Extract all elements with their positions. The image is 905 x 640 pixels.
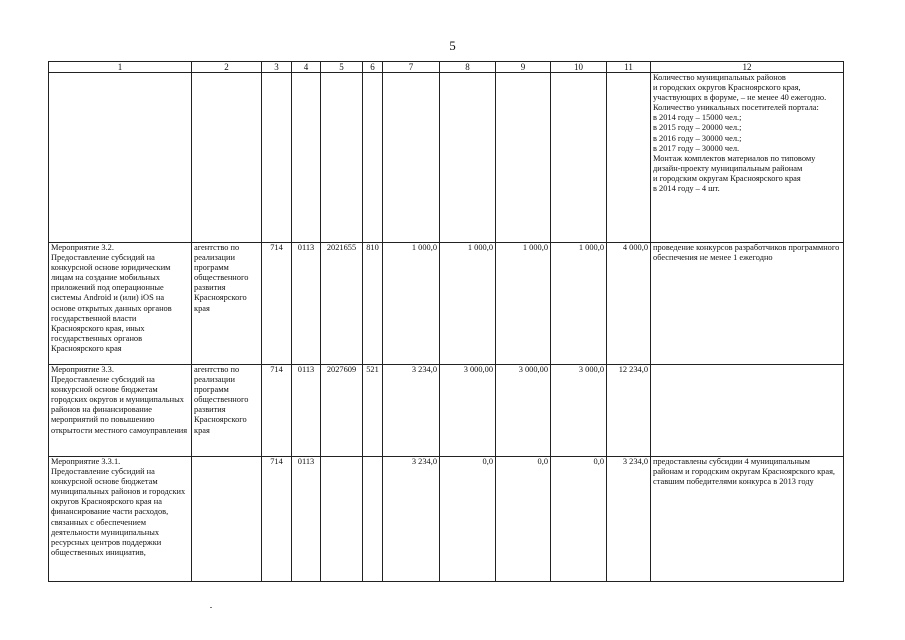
target-code-cell: [321, 73, 363, 243]
amount-cell: 1 000,0: [383, 243, 440, 365]
executor-cell: агентство по реализации программ общественного развития Красноярского края: [192, 243, 262, 365]
total-cell: 12 234,0: [607, 365, 651, 457]
column-number: 12: [651, 62, 844, 73]
column-number: 10: [551, 62, 607, 73]
result-cell: Количество муниципальных районов и городских округов Красноярского края, участвующих в форуме, – не менее 40 ежегодно. Количество уникальных посетителей портала: в 2014 году – 15000 чел.; в 2015 году – 20000 чел.; в 2016 году – 30000 чел.; в 2017 году – 30000 чел. Монтаж комплектов материалов по типовому дизайн-проекту муниципальным районам и городским округам Красноярского края в 2014 году – 4 шт.: [651, 73, 844, 243]
column-number: 3: [262, 62, 292, 73]
total-cell: [607, 73, 651, 243]
executor-cell: [192, 457, 262, 582]
amount-cell: 0,0: [440, 457, 496, 582]
section-code-cell: 0113: [292, 243, 321, 365]
expense-type-cell: 810: [363, 243, 383, 365]
column-number: 8: [440, 62, 496, 73]
expense-type-cell: [363, 457, 383, 582]
column-number-row: [49, 62, 844, 73]
target-code-cell: 2027609: [321, 365, 363, 457]
executor-cell: [192, 73, 262, 243]
expense-type-cell: 521: [363, 365, 383, 457]
column-number: 7: [383, 62, 440, 73]
scan-speck: [210, 607, 212, 608]
result-cell: [651, 365, 844, 457]
amount-cell: 3 234,0: [383, 365, 440, 457]
amount-cell: 3 000,0: [551, 365, 607, 457]
page-number: 5: [449, 38, 456, 53]
result-cell: проведение конкурсов разработчиков программного обеспечения не менее 1 ежегодно: [651, 243, 844, 365]
total-cell: 4 000,0: [607, 243, 651, 365]
total-cell: 3 234,0: [607, 457, 651, 582]
amount-cell: 3 234,0: [383, 457, 440, 582]
amount-cell: [551, 73, 607, 243]
table-row: [49, 457, 844, 582]
gbs-code-cell: 714: [262, 243, 292, 365]
amount-cell: 1 000,0: [440, 243, 496, 365]
activity-cell: [49, 73, 192, 243]
section-code-cell: 0113: [292, 365, 321, 457]
expense-type-cell: [363, 73, 383, 243]
activity-cell: Мероприятие 3.2. Предоставление субсидий на конкурсной основе юридическим лицам на создание мобильных приложений под операционные системы Android и (или) iOS на основе открытых данных органов государственной власти Красноярского края, иных государственных органов Красноярского края: [49, 243, 192, 365]
table-row: [49, 243, 844, 365]
gbs-code-cell: 714: [262, 365, 292, 457]
section-code-cell: 0113: [292, 457, 321, 582]
amount-cell: [383, 73, 440, 243]
amount-cell: [496, 73, 551, 243]
result-cell: предоставлены субсидии 4 муниципальным районам и городским округам Красноярского края, ставшим победителями конкурса в 2013 году: [651, 457, 844, 582]
activity-cell: Мероприятие 3.3. Предоставление субсидий на конкурсной основе бюджетам городских округов и муниципальных районов на финансирование мероприятий по повышению открытости местного самоуправления: [49, 365, 192, 457]
column-number: 1: [49, 62, 192, 73]
amount-cell: 1 000,0: [496, 243, 551, 365]
target-code-cell: 2021655: [321, 243, 363, 365]
gbs-code-cell: 714: [262, 457, 292, 582]
section-code-cell: [292, 73, 321, 243]
table-row: [49, 73, 844, 243]
amount-cell: 3 000,00: [440, 365, 496, 457]
amount-cell: [440, 73, 496, 243]
program-table: [48, 61, 844, 582]
column-number: 4: [292, 62, 321, 73]
target-code-cell: [321, 457, 363, 582]
column-number: 5: [321, 62, 363, 73]
column-number: 2: [192, 62, 262, 73]
amount-cell: 1 000,0: [551, 243, 607, 365]
column-number: 6: [363, 62, 383, 73]
amount-cell: 3 000,00: [496, 365, 551, 457]
table-row: [49, 365, 844, 457]
column-number: 9: [496, 62, 551, 73]
gbs-code-cell: [262, 73, 292, 243]
column-number: 11: [607, 62, 651, 73]
executor-cell: агентство по реализации программ общественного развития Красноярского края: [192, 365, 262, 457]
amount-cell: 0,0: [496, 457, 551, 582]
amount-cell: 0,0: [551, 457, 607, 582]
activity-cell: Мероприятие 3.3.1. Предоставление субсидий на конкурсной основе бюджетам муниципальных районов и городских округов Красноярского края на финансирование части расходов, связанных с обеспечением деятельности муниципальных ресурсных центров поддержки общественных инициатив,: [49, 457, 192, 582]
